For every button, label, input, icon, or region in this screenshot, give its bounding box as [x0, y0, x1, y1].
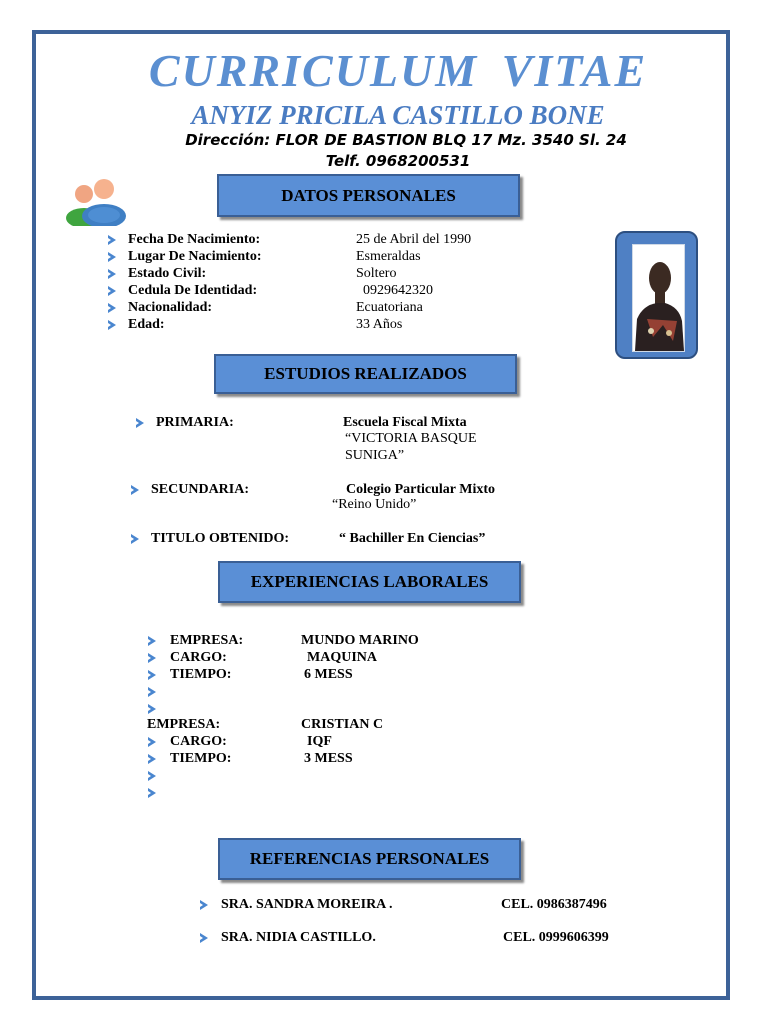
- birthplace-label: Lugar De Nacimiento:: [128, 249, 262, 264]
- reference-2-name: SRA. NIDIA CASTILLO.: [221, 930, 376, 945]
- job2-company-value: CRISTIAN C: [301, 717, 384, 732]
- arrow-bullet-icon: [108, 303, 116, 313]
- job2-company-label: EMPRESA:: [147, 717, 221, 732]
- degree-label: TITULO OBTENIDO:: [151, 531, 290, 546]
- birthdate-value: 25 de Abril del 1990: [356, 232, 472, 247]
- nationality-label: Nacionalidad:: [128, 300, 213, 315]
- arrow-bullet-icon: [200, 933, 208, 943]
- secondary-school-line-2: “Reino Unido”: [332, 497, 417, 512]
- nationality-value: Ecuatoriana: [356, 300, 423, 315]
- address-line: Dirección: FLOR DE BASTION BLQ 17 Mz. 3540 Sl. 24: [185, 131, 627, 149]
- job2-role-value: IQF: [307, 734, 332, 749]
- phone-line: Telf. 0968200531: [325, 152, 471, 170]
- arrow-bullet-icon: [108, 235, 116, 245]
- arrow-bullet-icon: [148, 653, 156, 663]
- job2-time-value: 3 MESS: [304, 751, 353, 766]
- job2-time-label: TIEMPO:: [170, 751, 232, 766]
- arrow-bullet-icon: [131, 534, 139, 544]
- arrow-bullet-icon: [148, 704, 156, 714]
- job1-role-label: CARGO:: [170, 650, 227, 665]
- arrow-bullet-icon: [131, 485, 139, 495]
- age-value: 33 Años: [356, 317, 403, 332]
- job1-time-value: 6 MESS: [304, 667, 353, 682]
- arrow-bullet-icon: [148, 771, 156, 781]
- profile-photo: [632, 244, 685, 352]
- civil-status-value: Soltero: [356, 266, 397, 281]
- arrow-bullet-icon: [108, 286, 116, 296]
- primary-school-line-2: “VICTORIA BASQUE: [345, 431, 477, 446]
- job1-time-label: TIEMPO:: [170, 667, 232, 682]
- age-label: Edad:: [128, 317, 165, 332]
- secondary-label: SECUNDARIA:: [151, 482, 250, 497]
- secondary-school-line-1: Colegio Particular Mixto: [346, 482, 496, 497]
- degree-value: “ Bachiller En Ciencias”: [339, 531, 486, 546]
- arrow-bullet-icon: [148, 737, 156, 747]
- reference-1-phone: CEL. 0986387496: [501, 897, 607, 912]
- arrow-bullet-icon: [148, 754, 156, 764]
- job1-company-label: EMPRESA:: [170, 633, 244, 648]
- job1-company-value: MUNDO MARINO: [301, 633, 419, 648]
- arrow-bullet-icon: [108, 252, 116, 262]
- document-title: CURRICULUM VITAE: [148, 45, 648, 96]
- section-studies-heading: ESTUDIOS REALIZADOS: [214, 354, 517, 394]
- reference-2-phone: CEL. 0999606399: [503, 930, 609, 945]
- profile-photo-frame: [615, 231, 698, 359]
- reference-1-name: SRA. SANDRA MOREIRA .: [221, 897, 393, 912]
- birthdate-label: Fecha De Nacimiento:: [128, 232, 261, 247]
- section-references-heading: REFERENCIAS PERSONALES: [218, 838, 521, 880]
- id-label: Cedula De Identidad:: [128, 283, 258, 298]
- arrow-bullet-icon: [200, 900, 208, 910]
- primary-school-line-3: SUNIGA”: [345, 448, 405, 463]
- birthplace-value: Esmeraldas: [356, 249, 421, 264]
- primary-label: PRIMARIA:: [156, 415, 234, 430]
- arrow-bullet-icon: [148, 687, 156, 697]
- job2-role-label: CARGO:: [170, 734, 227, 749]
- section-personal-heading: DATOS PERSONALES: [217, 174, 520, 217]
- arrow-bullet-icon: [148, 788, 156, 798]
- job1-role-value: MAQUINA: [307, 650, 377, 665]
- arrow-bullet-icon: [108, 269, 116, 279]
- section-experience-heading: EXPERIENCIAS LABORALES: [218, 561, 521, 603]
- arrow-bullet-icon: [108, 320, 116, 330]
- arrow-bullet-icon: [136, 418, 144, 428]
- arrow-bullet-icon: [148, 636, 156, 646]
- users-icon: [64, 178, 128, 226]
- arrow-bullet-icon: [148, 670, 156, 680]
- primary-school-line-1: Escuela Fiscal Mixta: [343, 415, 467, 430]
- id-value: 0929642320: [363, 283, 433, 298]
- candidate-name: ANYIZ PRICILA CASTILLO BONE: [191, 100, 605, 130]
- civil-status-label: Estado Civil:: [128, 266, 207, 281]
